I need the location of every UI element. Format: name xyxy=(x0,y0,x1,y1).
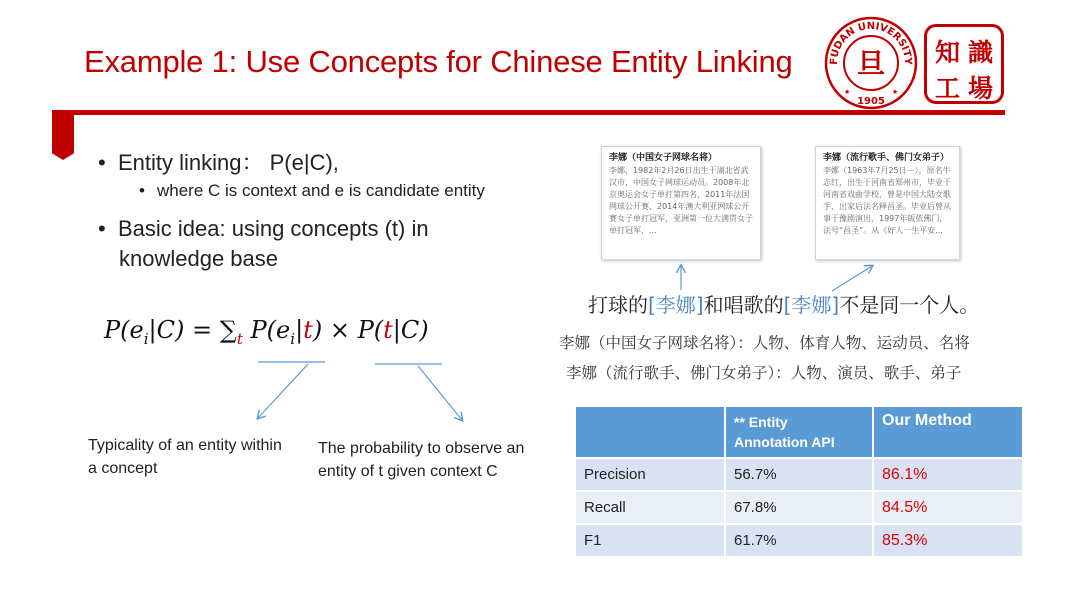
bullet-dot-icon: • xyxy=(139,181,145,200)
title-divider xyxy=(52,110,1005,115)
bullet-dot-icon: • xyxy=(98,150,106,175)
entity-card-tennis xyxy=(601,146,761,260)
logo-char: 場 xyxy=(967,74,993,103)
bullet-dot-icon: • xyxy=(98,216,106,241)
svg-text:FUDAN UNIVERSITY: FUDAN UNIVERSITY xyxy=(828,20,914,66)
divider-tab xyxy=(52,112,74,160)
table-row xyxy=(576,458,1022,491)
example-sentence: 打球的[李娜]和唱歌的[李娜]不是同一个人。 xyxy=(588,293,980,317)
bullet-basic-idea-continued: knowledge base xyxy=(119,246,279,271)
logo-char: 識 xyxy=(967,38,993,67)
svg-text:★: ★ xyxy=(844,88,851,96)
zhishi-gongchang-logo xyxy=(924,24,1004,104)
svg-text:1905: 1905 xyxy=(857,96,885,107)
table-header-row xyxy=(576,407,1022,458)
entity-card-singer xyxy=(815,146,960,260)
slide-title: Example 1: Use Concepts for Chinese Entity Linking xyxy=(84,44,793,79)
table-header-cell: Our Method xyxy=(873,407,1022,458)
bullet-text: Basic idea: using concepts (t) in xyxy=(118,216,429,241)
bullet-text: Entity linking： P(e|C), xyxy=(118,150,339,175)
table-row xyxy=(576,491,1022,524)
card-title: 李娜（流行歌手、佛门女弟子） xyxy=(823,153,950,163)
svg-text:★: ★ xyxy=(892,88,899,96)
bullet-basic-idea xyxy=(98,216,429,242)
metric-label: Recall xyxy=(576,491,725,524)
table-row xyxy=(576,524,1022,557)
sub-bullet-context xyxy=(139,181,485,201)
callout-typicality: Typicality of an entity within a concept xyxy=(88,437,282,477)
entity-linking-formula: $P(e_i|C) = \sum_t$ $P(e_i|t) \times P(t|C)$ xyxy=(104,316,429,348)
our-method-value: 85.3% xyxy=(873,524,1022,557)
metric-label: Precision xyxy=(576,458,725,491)
logo-char: 工 xyxy=(934,74,960,103)
results-table xyxy=(576,407,1022,558)
api-value: 56.7% xyxy=(725,458,873,491)
our-method-value: 84.5% xyxy=(873,491,1022,524)
concept-line-tennis: 李娜（中国女子网球名将）：人物、体育人物、运动员、名将 xyxy=(559,334,970,352)
card-title: 李娜（中国女子网球名将） xyxy=(609,153,718,163)
table-header-cell xyxy=(576,407,725,458)
bullet-text: where C is context and e is candidate entity xyxy=(157,181,485,200)
card-body: 李娜（1963年7月25日－），原名牛志红，出生于河南省郑州市，毕业于河南省戏曲学校，曾是中国大陆女歌手，出家后法名释昌圣。毕业后曾从事于豫剧演出，1997年皈依佛门，法号“昌圣”。从《好人一生平安... xyxy=(823,166,951,235)
card-body: 李娜，1982年2月26日出生于湖北省武汉市，中国女子网球运动员。2008年北京奥运会女子单打第四名，2011年法国网球公开赛、2014年澳大利亚网球公开赛女子单打冠军，亚洲第一位大满贯女子单打冠军，... xyxy=(609,166,753,235)
table-header-cell: ** Entity Annotation API xyxy=(725,407,873,458)
metric-label: F1 xyxy=(576,524,725,557)
api-value: 67.8% xyxy=(725,491,873,524)
api-value: 61.7% xyxy=(725,524,873,557)
logo-char: 知 xyxy=(934,38,960,67)
svg-text:旦: 旦 xyxy=(856,47,886,80)
callout-probability: The probability to observe an entity of t given context C xyxy=(318,440,525,480)
concept-line-singer: 李娜（流行歌手、佛门女弟子）：人物、演员、歌手、弟子 xyxy=(566,364,962,382)
bullet-entity-linking xyxy=(98,146,339,177)
mention-highlight: [李娜] xyxy=(648,293,704,317)
our-method-value: 86.1% xyxy=(873,458,1022,491)
mention-highlight: [李娜] xyxy=(783,293,840,317)
fudan-university-seal-logo xyxy=(824,16,918,110)
